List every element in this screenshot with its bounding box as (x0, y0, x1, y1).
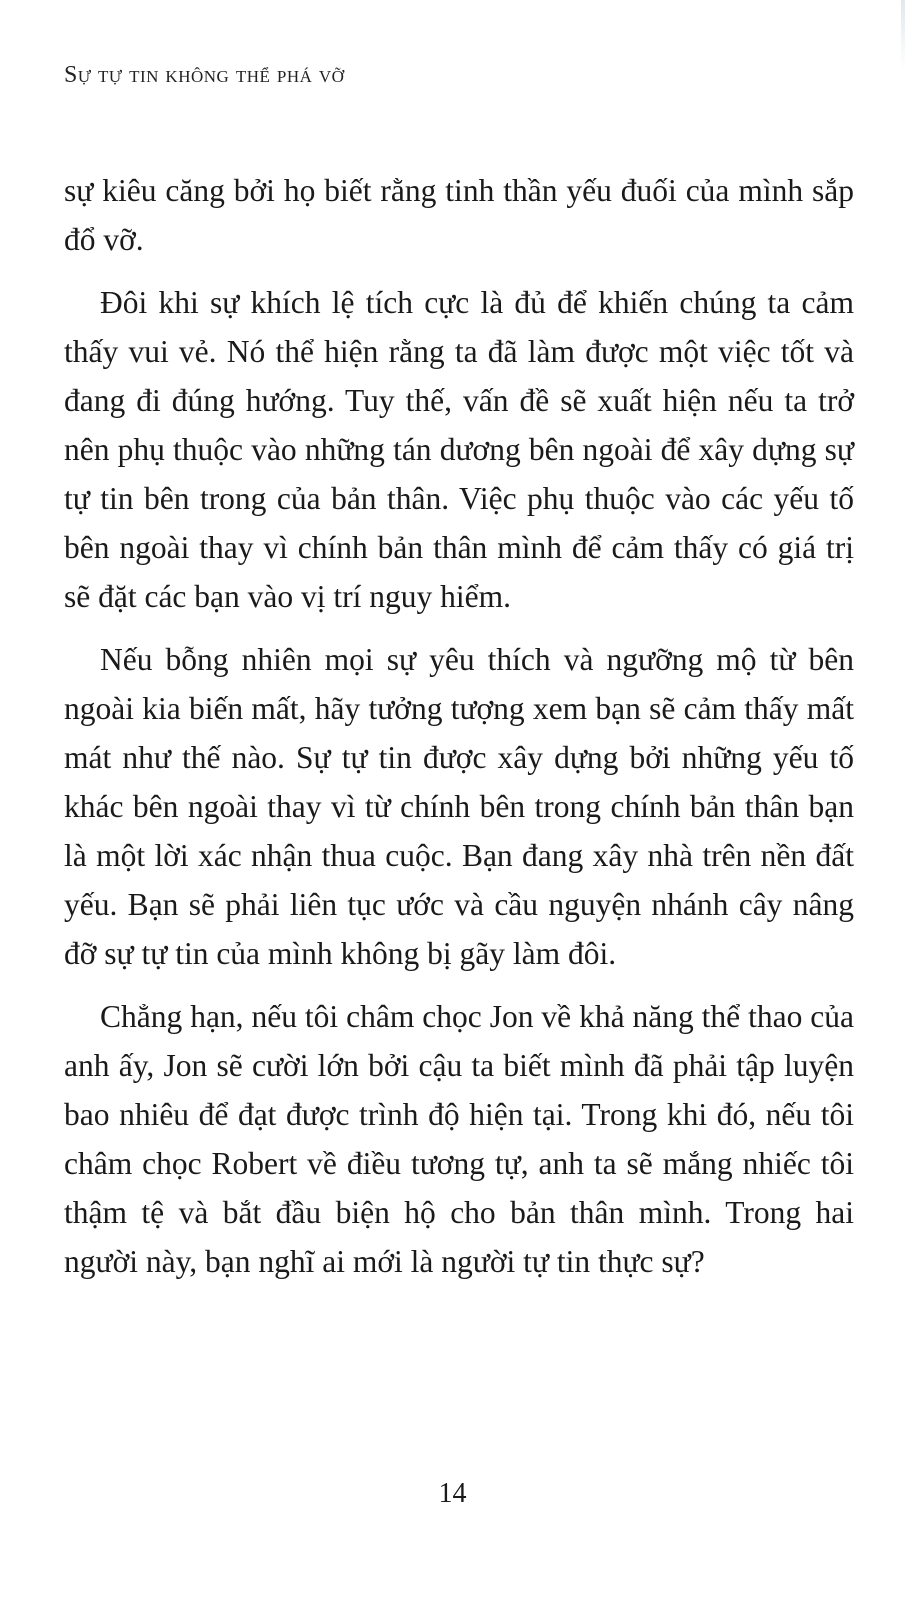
paragraph-1: sự kiêu căng bởi họ biết rằng tinh thần yếu đuối của mình sắp đổ vỡ. (64, 173, 854, 257)
paragraph-2: Đôi khi sự khích lệ tích cực là đủ để khiến chúng ta cảm thấy vui vẻ. Nó thể hiện rằng ta đã làm được một việc tốt và đang đi đúng hướng. Tuy thế, vấn đề sẽ xuất hiện nếu ta trở nên phụ thuộc vào những tán dương bên ngoài để xây dựng sự tự tin bên trong của bản thân. Việc phụ thuộc vào các yếu tố bên ngoài thay vì chính bản thân mình để cảm thấy có giá trị sẽ đặt các bạn vào vị trí nguy hiểm. (64, 285, 854, 614)
page-edge-shadow (901, 0, 905, 70)
paragraph-4: Chẳng hạn, nếu tôi châm chọc Jon về khả năng thể thao của anh ấy, Jon sẽ cười lớn bởi cậu ta biết mình đã phải tập luyện bao nhiêu để đạt được trình độ hiện tại. Trong khi đó, nếu tôi châm chọc Robert về điều tương tự, anh ta sẽ mắng nhiếc tôi thậm tệ và bắt đầu biện hộ cho bản thân mình. Trong hai người này, bạn nghĩ ai mới là người tự tin thực sự? (64, 999, 854, 1279)
running-header-title: Sự tự tin không thể phá vỡ (64, 62, 345, 88)
body-text (64, 166, 854, 1300)
page-number: 14 (438, 1478, 467, 1509)
paragraph-3: Nếu bỗng nhiên mọi sự yêu thích và ngưỡng mộ từ bên ngoài kia biến mất, hãy tưởng tượng xem bạn sẽ cảm thấy mất mát như thế nào. Sự tự tin được xây dựng bởi những yếu tố khác bên ngoài thay vì từ chính bên trong chính bản thân bạn là một lời xác nhận thua cuộc. Bạn đang xây nhà trên nền đất yếu. Bạn sẽ phải liên tục ước và cầu nguyện nhánh cây nâng đỡ sự tự tin của mình không bị gãy làm đôi. (64, 642, 854, 971)
